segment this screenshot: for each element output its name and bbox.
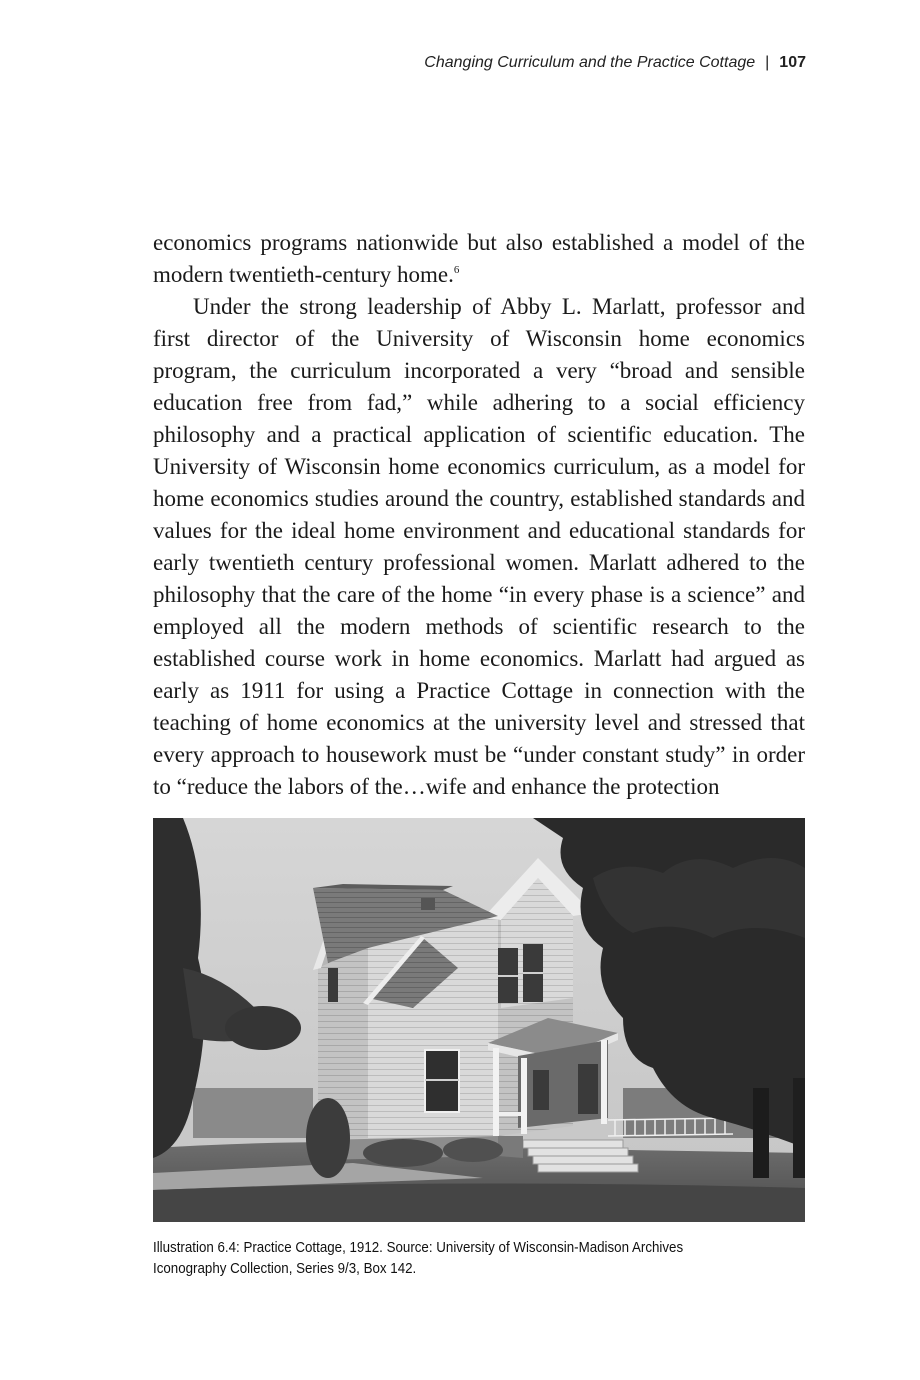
practice-cottage-photo [153,818,805,1222]
running-head-title: Changing Curriculum and the Practice Cottage [424,54,756,71]
paragraph-text: Under the strong leadership of Abby L. Marlatt, professor and first director of the University of Wisconsin home economics program, the curriculum incorporated a very “broad and sensible education free from fad,” while adhering to a social efficiency philosophy and a practical application of scientific education. The University of Wisconsin home economics curriculum, as a model for home economics studies around the country, established standards and values for the ideal home environment and educational standards for early twentieth century professional women. Marlatt adhered to the philosophy that the care of the home “in every phase is a science” and employed all the modern methods of scientific research to the established course work in home economics. Marlatt had argued as early as 1911 for using a Practice Cottage in connection with the teaching of home economics at the university level and stressed that every approach to housework must be “under constant study” in order to “reduce the labors of the…wife and enhance the protection [153,294,805,799]
figure-caption: Illustration 6.4: Practice Cottage, 1912. Source: University of Wisconsin-Madison Archives Iconography Collection, Series 9/3, Box 142. [153,1240,684,1277]
running-head-separator: | [765,54,770,71]
footnote-marker: 6 [453,264,460,276]
paragraph [153,291,805,803]
body-text [153,227,805,803]
running-head [424,54,806,72]
paragraph-continued [153,227,805,291]
house-photo-illustration [153,818,805,1222]
page-number: 107 [779,54,806,71]
paragraph-text: economics programs nationwide but also established a model of the modern twentieth-century home. [153,230,805,287]
